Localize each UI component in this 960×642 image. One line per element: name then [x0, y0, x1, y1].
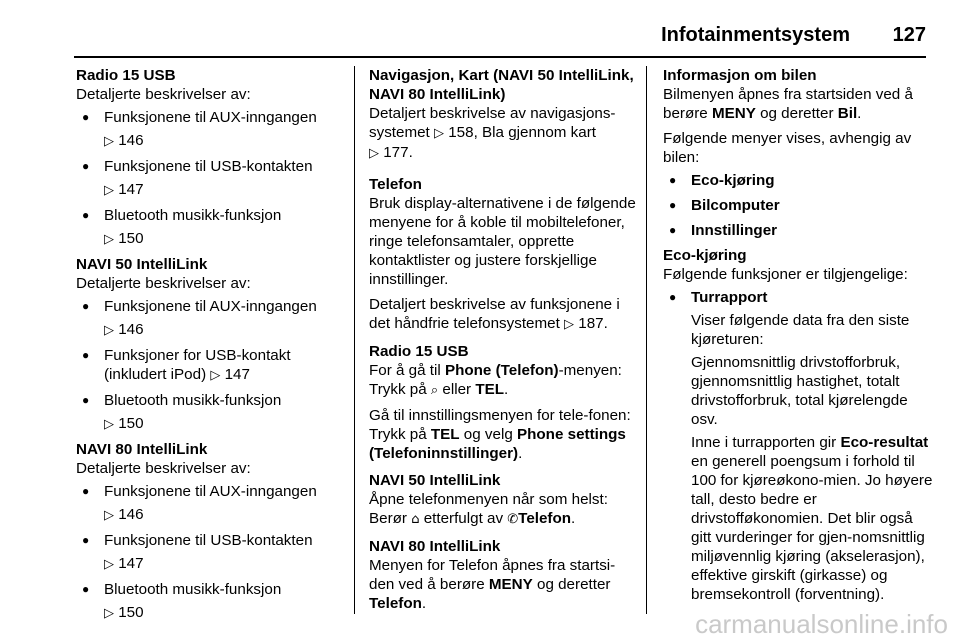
body-text: For å gå til: [369, 362, 445, 379]
page-reference-link[interactable]: 150: [118, 230, 144, 247]
bullet-list: [663, 171, 933, 240]
body-text: Detaljert beskrivelse av funksjonene i det håndfrie telefonsystemet: [369, 296, 620, 332]
section-navi50-aux: [76, 255, 348, 434]
section-body: Detaljert beskrivelse av navigasjons-systemet ▷ 158, Bla gjennom kart ▷ 177.: [369, 105, 616, 161]
section-heading: Navigasjon, Kart (NAVI 50 IntelliLink, NAVI 80 IntelliLink): [369, 67, 634, 103]
list-item: [76, 531, 348, 574]
item-detail: Viser følgende data fra den siste kjøreturen:: [691, 312, 910, 348]
list-item: [76, 346, 348, 385]
item-text: Funksjoner for USB-kontakt (inkludert iPod): [104, 347, 291, 383]
bullet-list: [663, 288, 933, 604]
button-name: TEL: [430, 426, 460, 443]
section-heading: Radio 15 USB: [76, 67, 176, 84]
section-radio15-phone: [369, 342, 639, 463]
item-text: Bluetooth musikk-funksjon: [104, 392, 282, 409]
body-text: -menyen:: [558, 362, 622, 379]
body-text: en generell poengsum i forhold til 100 for kjøreøkono-mien. Jo høyere tall, desto bedre er drivstofføkonomien. Det blir også gitt vurderinger for gjen-nomsnittlig miljøvennlig kjøring (akselerasjon), effektive girskift (girkasse) og bremsekontroll (forventning).: [691, 453, 933, 603]
page-reference-link[interactable]: 187: [578, 315, 604, 332]
column-1: [76, 66, 348, 629]
term: Eco-resultat: [840, 434, 929, 451]
section-intro: Detaljerte beskrivelser av:: [76, 86, 251, 103]
item-text: Funksjonene til AUX-inngangen: [104, 109, 317, 126]
section-navi80-phone: [369, 537, 639, 613]
section-heading: NAVI 50 IntelliLink: [76, 256, 208, 273]
menu-name: Bil: [837, 105, 858, 122]
item-text: Funksjonene til USB-kontakten: [104, 532, 313, 549]
reference-arrow-icon: ▷: [104, 557, 114, 572]
item-text: Funksjonene til USB-kontakten: [104, 158, 313, 175]
section-body: Følgende menyer vises, avhengig av bilen:: [663, 130, 912, 166]
page-reference-link[interactable]: 146: [118, 321, 144, 338]
reference-arrow-icon: ▷: [104, 417, 114, 432]
button-name: MENY: [488, 576, 533, 593]
reference-arrow-icon: ▷: [104, 508, 114, 523]
section-navi80-aux: [76, 440, 348, 623]
section-body: Gå til innstillingsmenyen for tele-fonen: Trykk på TEL og velg Phone settings (Telefoninnstillinger).: [369, 407, 631, 462]
bullet-list: [76, 108, 348, 249]
section-heading: Telefon: [369, 176, 422, 193]
list-item: [76, 580, 348, 623]
page-reference-link[interactable]: 150: [118, 415, 144, 432]
body-text: eller: [438, 381, 476, 398]
body-text: Berør: [369, 510, 412, 527]
home-icon: ⌂: [411, 512, 420, 527]
section-heading: Informasjon om bilen: [663, 67, 817, 84]
page-reference-link[interactable]: 158: [448, 124, 474, 141]
page-header: [0, 0, 960, 58]
body-text: Detaljert beskrivelse av navigasjons-systemet: [369, 105, 616, 141]
menu-name: Telefon: [369, 595, 422, 612]
list-item: [663, 221, 933, 240]
body-text: Inne i turrapporten gir: [691, 434, 841, 451]
bullet-list: [76, 482, 348, 623]
section-vehicle-info: [663, 66, 933, 240]
list-item: [76, 108, 348, 151]
body-text: Trykk på: [369, 381, 431, 398]
list-item: [76, 157, 348, 200]
item-text: Bluetooth musikk-funksjon: [104, 207, 282, 224]
list-item: [76, 206, 348, 249]
section-navi50-phone: [369, 471, 639, 529]
section-body: Menyen for Telefon åpnes fra startsi-den ved å berøre MENY og deretter Telefon.: [369, 557, 616, 612]
column-2: [369, 66, 639, 613]
list-item: [663, 288, 933, 604]
body-text: og deretter: [532, 576, 611, 593]
page-reference-link[interactable]: 146: [118, 132, 144, 149]
section-body: Bruk display-alternativene i de følgende menyene for å koble til mobiltelefoner, ringe telefonsamtaler, opprette kontaktlister og justere forskjellige innstillinger.: [369, 195, 636, 288]
header-rule: [74, 56, 926, 58]
reference-arrow-icon: ▷: [104, 606, 114, 621]
section-eco-driving: [663, 246, 933, 604]
menu-name: Phone settings (Telefoninnstillinger): [369, 426, 626, 462]
item-detail: Gjennomsnittlig drivstofforbruk, gjennomsnittlig hastighet, totalt drivstofforbruk, total kjørelengde osv.: [691, 354, 908, 428]
column-divider-1: [354, 66, 355, 614]
body-text: og deretter: [755, 105, 838, 122]
body-text: Gå til innstillingsmenyen for tele-fonen: Trykk på: [369, 407, 631, 443]
reference-arrow-icon: ▷: [564, 317, 575, 332]
page-reference-link[interactable]: 177: [383, 144, 409, 161]
section-intro: Detaljerte beskrivelser av:: [76, 275, 251, 292]
reference-arrow-icon: ▷: [104, 134, 114, 149]
section-heading: NAVI 80 IntelliLink: [76, 441, 208, 458]
item-text: Eco-kjøring: [691, 172, 775, 189]
section-heading: Radio 15 USB: [369, 343, 469, 360]
section-intro: Følgende funksjoner er tilgjengelige:: [663, 266, 908, 283]
bullet-list: [76, 297, 348, 434]
section-heading: Eco-kjøring: [663, 247, 747, 264]
menu-name: Telefon: [518, 510, 572, 527]
page-reference-link[interactable]: 150: [118, 604, 144, 621]
button-name: TEL: [475, 381, 504, 398]
section-heading: NAVI 80 IntelliLink: [369, 538, 501, 555]
page-reference-link[interactable]: 147: [118, 181, 144, 198]
list-item: [76, 391, 348, 434]
page-reference-link[interactable]: 147: [224, 366, 250, 383]
item-text: Innstillinger: [691, 222, 778, 239]
section-body: Bilmenyen åpnes fra startsiden ved å berøre MENY og deretter Bil.: [663, 86, 913, 122]
reference-arrow-icon: ▷: [210, 368, 221, 383]
reference-arrow-icon: ▷: [104, 323, 114, 338]
item-text: Turrapport: [691, 289, 768, 306]
body-text: Åpne telefonmenyen når som helst:: [369, 491, 608, 508]
reference-arrow-icon: ▷: [369, 146, 379, 161]
button-name: MENY: [711, 105, 756, 122]
section-body: Detaljert beskrivelse av funksjonene i det håndfrie telefonsystemet ▷ 187.: [369, 296, 620, 332]
section-body: For å gå til Phone (Telefon)-menyen: Trykk på ⌕ eller TEL.: [369, 362, 622, 398]
list-item: [76, 297, 348, 340]
item-text: Bluetooth musikk-funksjon: [104, 581, 282, 598]
section-radio15-aux: [76, 66, 348, 249]
section-body: Åpne telefonmenyen når som helst: Berør ⌂ etterfulgt av ✆Telefon.: [369, 491, 608, 527]
page-reference-link[interactable]: 147: [118, 555, 144, 572]
body-text: og velg: [459, 426, 517, 443]
item-text: Funksjonene til AUX-inngangen: [104, 483, 317, 500]
reference-arrow-icon: ▷: [434, 126, 444, 141]
body-text: Menyen for Telefon åpnes fra startsi-den ved å berøre: [369, 557, 616, 593]
page-reference-link[interactable]: 146: [118, 506, 144, 523]
page-title: Infotainmentsystem: [661, 24, 850, 46]
reference-arrow-icon: ▷: [104, 183, 114, 198]
list-item: [663, 171, 933, 190]
item-text: Bilcomputer: [691, 197, 780, 214]
page-number: 127: [892, 24, 926, 46]
body-text: etterfulgt av: [419, 510, 508, 527]
reference-arrow-icon: ▷: [104, 232, 114, 247]
column-3: [663, 66, 933, 610]
phone-button-icon: ⌕: [430, 383, 439, 398]
section-telefon: [369, 175, 639, 334]
section-navigation: [369, 66, 639, 163]
watermark: carmanualsonline.info: [695, 609, 948, 639]
body-text: , Bla gjennom kart: [473, 124, 596, 141]
column-divider-2: [646, 66, 647, 614]
item-text: Funksjonene til AUX-inngangen: [104, 298, 317, 315]
section-intro: Detaljerte beskrivelser av:: [76, 460, 251, 477]
item-detail: [691, 433, 933, 604]
phone-icon: ✆: [507, 512, 519, 527]
body-text: Bilmenyen åpnes fra startsiden ved å berøre: [663, 86, 913, 122]
list-item: [76, 482, 348, 525]
section-heading: NAVI 50 IntelliLink: [369, 472, 501, 489]
list-item: [663, 196, 933, 215]
menu-name: Phone (Telefon): [444, 362, 559, 379]
